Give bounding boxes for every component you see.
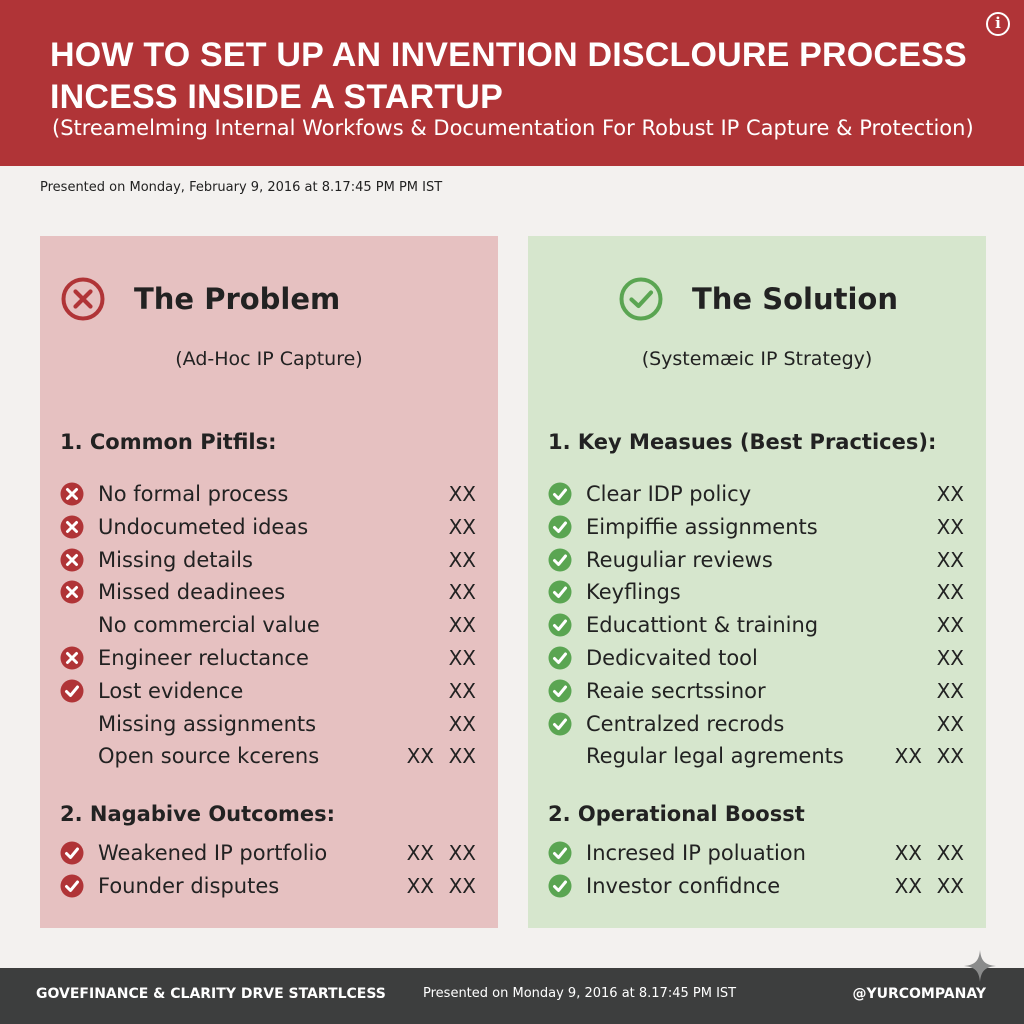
list-item-label: Reuguliar reviews — [586, 547, 773, 572]
placeholder-mark: XX — [448, 547, 476, 572]
problem-subtitle: (Ad-Hoc IP Capture) — [175, 348, 363, 370]
placeholder-mark: XX — [406, 841, 434, 865]
placeholder-mark: XX — [406, 744, 434, 769]
check-circle-icon — [548, 874, 572, 898]
solution-section-2: 2. Operational Boosst — [548, 802, 805, 826]
presented-date: Presented on Monday, February 9, 2016 at 8.17:45 PM PM IST — [40, 180, 443, 195]
problem-section-2: 2. Nagabive Outcomes: — [60, 802, 336, 826]
list-item — [548, 511, 966, 544]
list-item — [60, 511, 478, 544]
x-circle-icon — [60, 515, 84, 539]
placeholder-mark: XX — [448, 580, 476, 605]
placeholder-mark: XX — [448, 841, 476, 865]
list-item-label: No commercial value — [98, 613, 320, 638]
footer-bar — [0, 968, 1024, 1024]
placeholder-mark: XX — [936, 841, 964, 865]
placeholder-mark: XX — [936, 744, 964, 769]
check-circle-icon — [548, 482, 572, 506]
placeholder-mark: XX — [406, 873, 434, 898]
check-circle-icon — [548, 613, 572, 637]
placeholder-mark: XX — [936, 613, 964, 638]
check-circle-icon — [618, 276, 664, 322]
list-item — [548, 708, 966, 741]
list-item-label: Centralzed recrods — [586, 711, 785, 736]
footer-handle: @YURCOMPANAY — [852, 986, 986, 1002]
list-item-label: Eimpiffie assignments — [586, 514, 818, 539]
placeholder-mark: XX — [448, 744, 476, 769]
list-item — [60, 544, 478, 577]
placeholder-mark: XX — [936, 873, 964, 898]
list-item — [60, 478, 478, 511]
title-line-2: INCESS INSIDE A STARTUP — [50, 78, 503, 116]
list-item — [548, 609, 966, 642]
check-circle-icon — [548, 841, 572, 865]
sparkle-icon — [962, 948, 998, 984]
placeholder-mark: XX — [894, 873, 922, 898]
placeholder-mark: XX — [936, 678, 964, 703]
list-item-label: No formal process — [98, 482, 289, 506]
x-circle-icon — [60, 276, 106, 322]
solution-subtitle: (Systemæic IP Strategy) — [641, 348, 873, 370]
check-circle-icon — [548, 515, 572, 539]
list-item-label: Regular legal agrements — [586, 744, 844, 769]
list-item-label: Incresed IP poluation — [586, 841, 806, 865]
x-circle-icon — [60, 646, 84, 670]
list-item-label: Undocumeted ideas — [98, 514, 309, 539]
list-item — [60, 576, 478, 609]
placeholder-mark: XX — [894, 841, 922, 865]
x-circle-icon — [60, 580, 84, 604]
list-item-label: Educattiont & training — [586, 613, 819, 638]
header-banner — [0, 0, 1024, 166]
list-item — [60, 837, 478, 870]
placeholder-mark: XX — [894, 744, 922, 769]
list-item-label: Engineer reluctance — [98, 645, 309, 670]
list-item-label: Lost evidence — [98, 678, 244, 703]
check-circle-icon — [548, 679, 572, 703]
problem-list-1 — [60, 478, 478, 773]
footer-date: Presented on Monday 9, 2016 at 8.17:45 PM IST — [423, 986, 737, 1001]
solution-list-1 — [548, 478, 966, 773]
title-line-1: HOW TO SET UP AN INVENTION DISCLOURE PROCESS — [50, 36, 967, 74]
placeholder-mark: XX — [448, 613, 476, 638]
list-item-label: Weakened IP portfolio — [98, 841, 328, 865]
solution-heading — [618, 276, 1024, 322]
problem-list-2 — [60, 837, 478, 903]
list-item — [60, 870, 478, 903]
list-item-label: Keyflings — [586, 580, 681, 605]
check-circle-icon — [60, 841, 84, 865]
page-title — [50, 34, 1000, 118]
placeholder-mark: XX — [936, 482, 964, 506]
problem-title: The Problem — [134, 282, 341, 316]
footer-tagline: GOVEFINANCE & CLARITY DRVE STARTLCESS — [36, 986, 386, 1002]
check-circle-icon — [548, 548, 572, 572]
list-item-label: Clear IDP policy — [586, 482, 752, 506]
check-circle-icon — [60, 874, 84, 898]
x-circle-icon — [60, 548, 84, 572]
solution-section-1: 1. Key Measues (Best Practices): — [548, 430, 937, 454]
list-item-label: Reaie secrtssinor — [586, 678, 766, 703]
info-icon[interactable]: i — [986, 12, 1010, 36]
problem-section-1: 1. Common Pitfils: — [60, 430, 277, 454]
list-item-label: Founder disputes — [98, 873, 280, 898]
list-item — [60, 642, 478, 675]
placeholder-mark: XX — [936, 580, 964, 605]
check-circle-icon — [548, 646, 572, 670]
problem-heading — [60, 276, 518, 322]
placeholder-mark: XX — [936, 547, 964, 572]
list-item — [60, 740, 478, 773]
list-item — [548, 675, 966, 708]
list-item-label: Missing details — [98, 547, 253, 572]
placeholder-mark: XX — [448, 711, 476, 736]
list-item — [60, 675, 478, 708]
solution-panel — [528, 236, 986, 928]
check-circle-icon — [548, 712, 572, 736]
list-item-label: Missed deadinees — [98, 580, 286, 605]
problem-panel — [40, 236, 498, 928]
placeholder-mark: XX — [448, 645, 476, 670]
list-item-label: Dedicvaited tool — [586, 645, 758, 670]
list-item — [548, 642, 966, 675]
check-circle-icon — [548, 580, 572, 604]
list-item — [548, 544, 966, 577]
placeholder-mark: XX — [936, 645, 964, 670]
list-item — [60, 609, 478, 642]
placeholder-mark: XX — [448, 514, 476, 539]
list-item — [548, 870, 966, 903]
page-subtitle: (Streamelming Internal Workfows & Documentation For Robust IP Capture & Protection) — [52, 116, 974, 140]
placeholder-mark: XX — [448, 482, 476, 506]
list-item — [548, 740, 966, 773]
solution-title: The Solution — [692, 282, 898, 316]
placeholder-mark: XX — [936, 514, 964, 539]
placeholder-mark: XX — [448, 873, 476, 898]
list-item-label: Investor confidnce — [586, 873, 781, 898]
list-item-label: Open source kcerens — [98, 744, 320, 769]
list-item — [60, 708, 478, 741]
list-item — [548, 478, 966, 511]
list-item-label: Missing assignments — [98, 711, 317, 736]
placeholder-mark: XX — [936, 711, 964, 736]
list-item — [548, 576, 966, 609]
placeholder-mark: XX — [448, 678, 476, 703]
check-circle-icon — [60, 679, 84, 703]
list-item — [548, 837, 966, 870]
x-circle-icon — [60, 482, 84, 506]
solution-list-2 — [548, 837, 966, 903]
